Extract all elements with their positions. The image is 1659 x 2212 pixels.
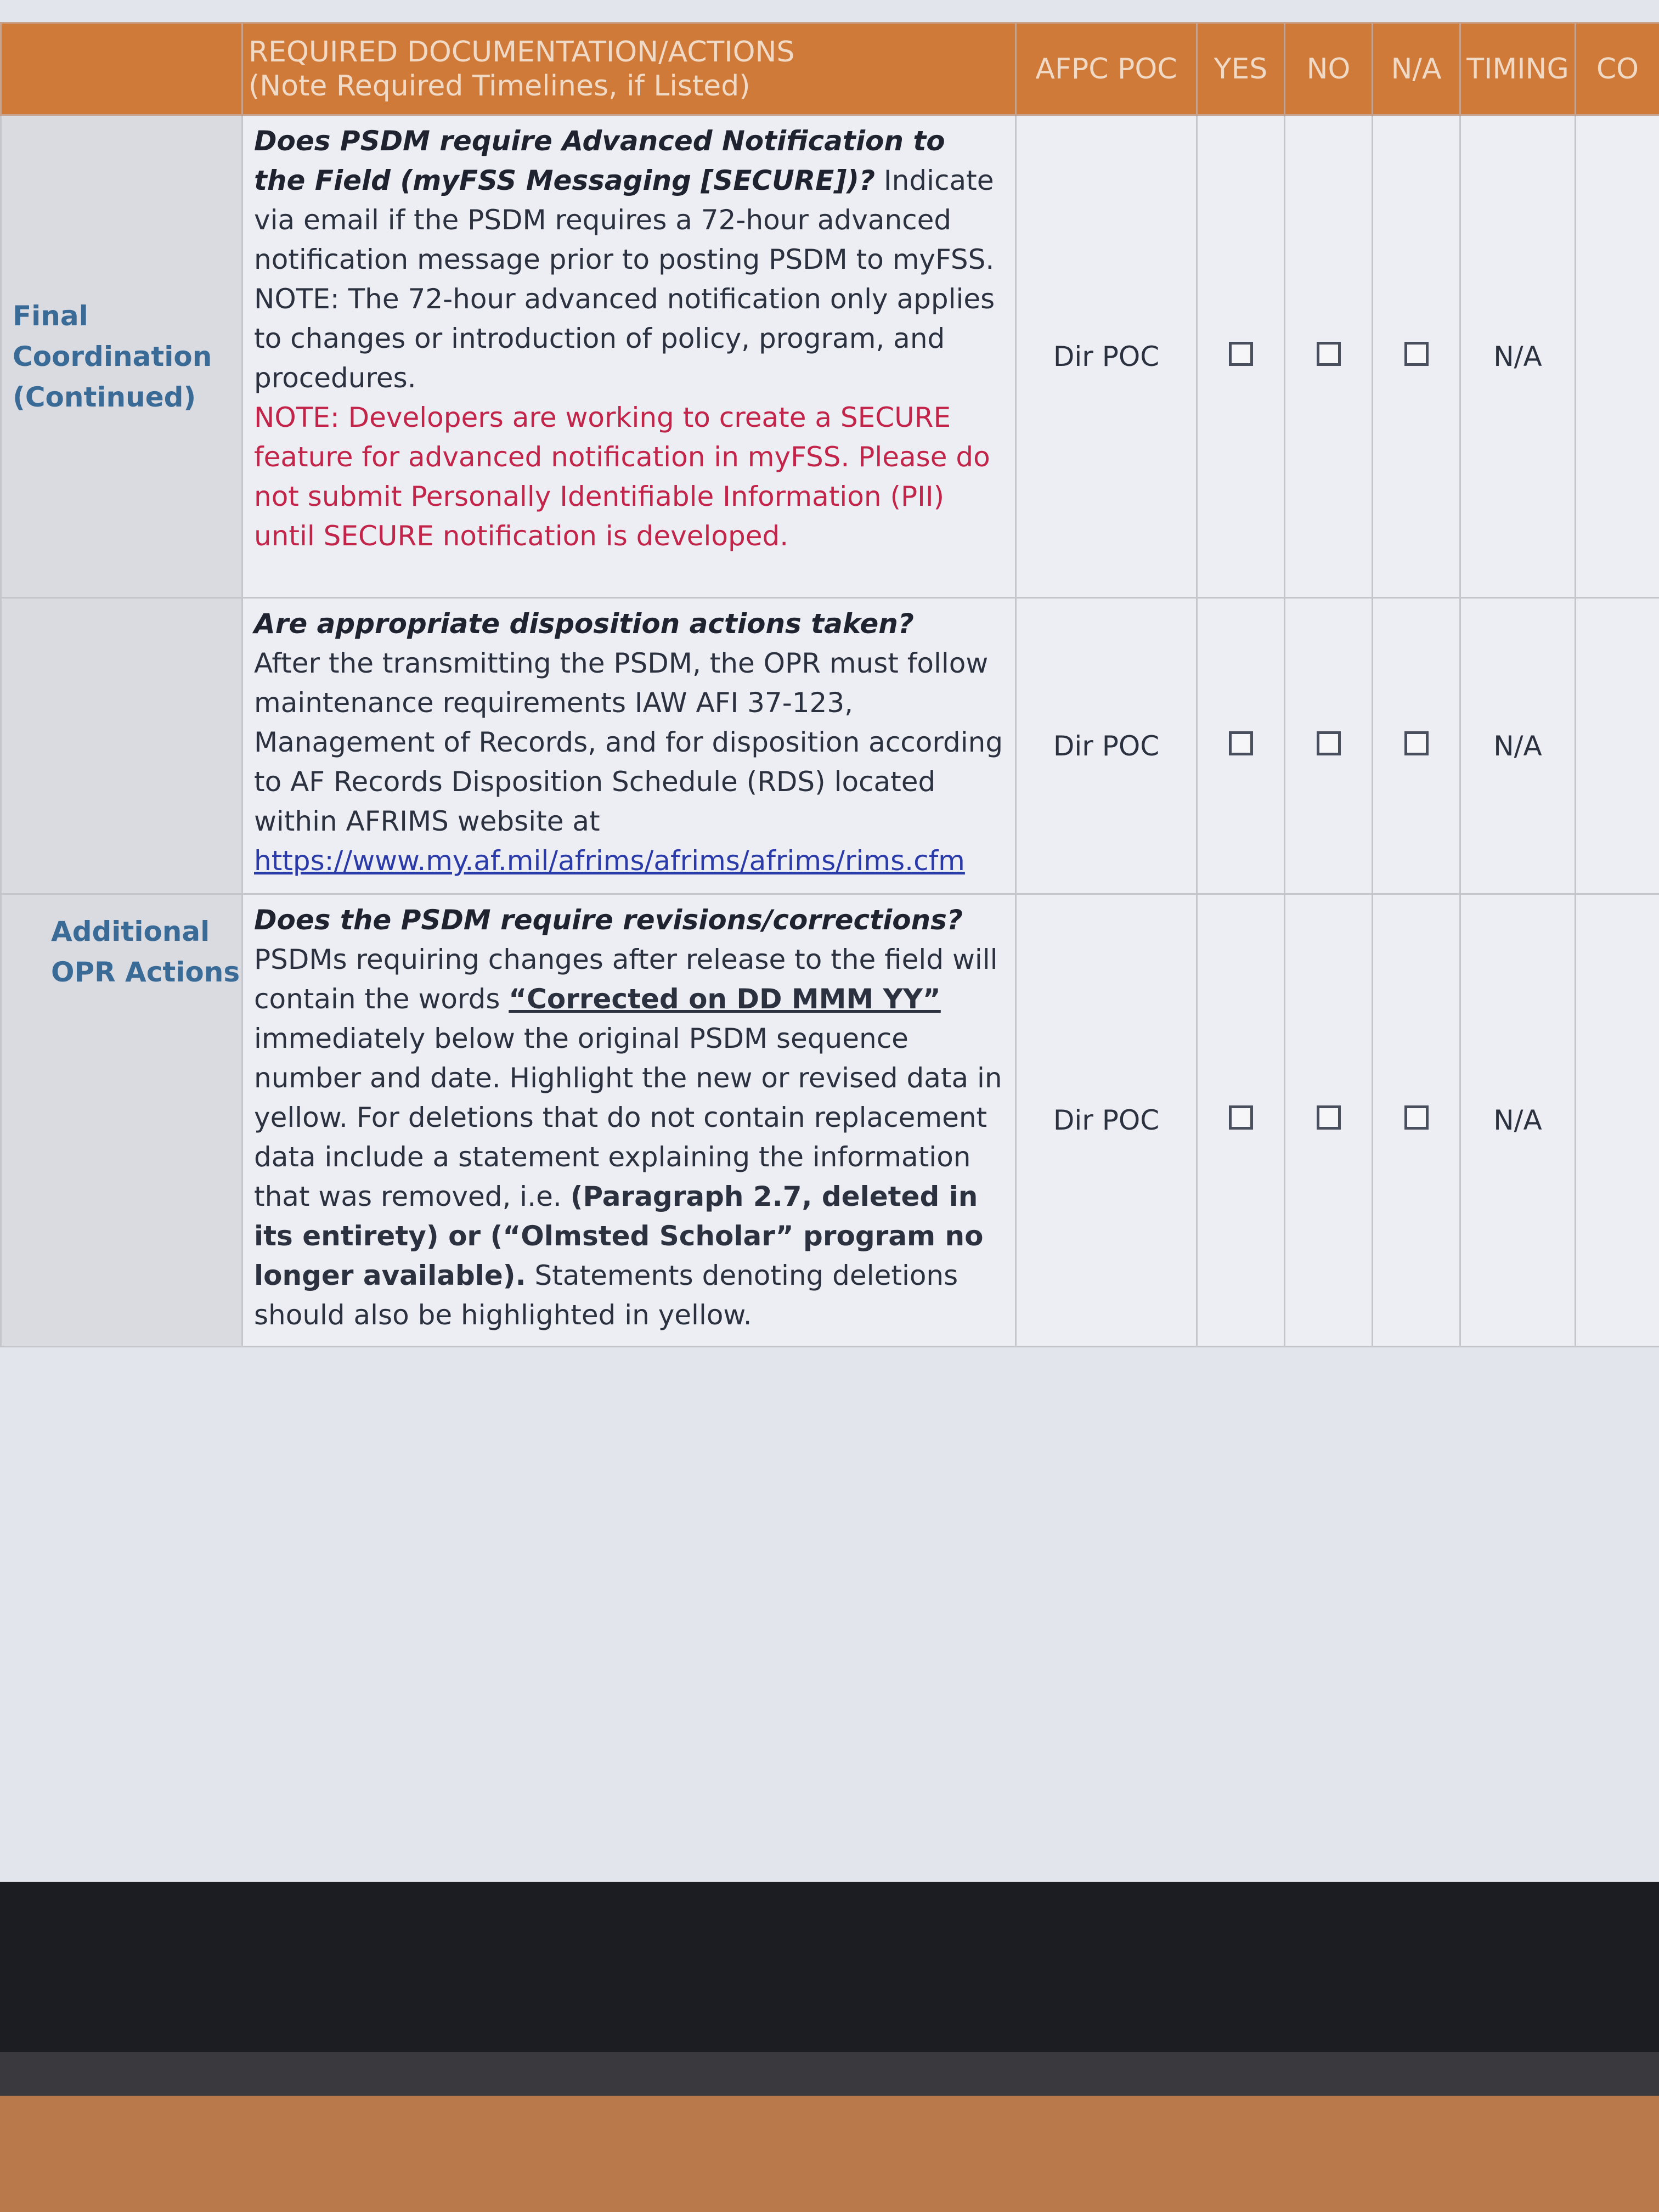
no-checkbox[interactable] [1317, 342, 1341, 366]
requirement-question: Are appropriate disposition actions taken? [254, 608, 914, 640]
section-label-additional-opr-actions: Additional OPR Actions [1, 894, 242, 1347]
table-row [1, 598, 1659, 894]
no-checkbox[interactable] [1317, 1105, 1341, 1130]
header-required-title: REQUIRED DOCUMENTATION/ACTIONS [249, 35, 795, 69]
timing-value: N/A [1460, 598, 1576, 894]
requirement-body-part-a: PSDMs requiring changes after release to the field will contain the words [254, 944, 998, 1015]
requirement-question: Does PSDM require Advanced Notification to the Field (myFSS Messaging [SECURE])? [254, 125, 945, 196]
section-label-final-coordination: Final Coordination (Continued) [1, 115, 242, 598]
requirement-body-part-b: immediately below the original PSDM sequence number and date. Highlight the new or revised data in yellow. For deletions that do not contain replacement data include a statement explaining the information that was removed, i.e. [254, 1023, 1002, 1212]
no-checkbox[interactable] [1317, 731, 1341, 755]
corrected-phrase: “Corrected on DD MMM YY” [509, 983, 941, 1015]
header-required-documentation [242, 23, 1016, 115]
no-cell [1285, 598, 1373, 894]
afpc-poc-value: Dir POC [1016, 894, 1197, 1347]
header-yes: YES [1197, 23, 1285, 115]
timing-value: N/A [1460, 115, 1576, 598]
requirement-cell [242, 598, 1016, 894]
deletion-example: (Paragraph 2.7, deleted in its entirety) or (“Olmsted Scholar” program no longer available). [254, 1181, 984, 1291]
monitor-bezel [0, 1882, 1659, 2052]
requirement-question: Does the PSDM require revisions/corrections? [254, 904, 963, 936]
timing-value: N/A [1460, 894, 1576, 1347]
table-row [1, 894, 1659, 1347]
yes-checkbox[interactable] [1229, 731, 1253, 755]
requirement-cell [242, 894, 1016, 1347]
na-checkbox[interactable] [1404, 731, 1429, 755]
header-na: N/A [1373, 23, 1460, 115]
header-section [1, 23, 242, 115]
na-checkbox[interactable] [1404, 342, 1429, 366]
na-cell [1373, 894, 1460, 1347]
na-cell [1373, 115, 1460, 598]
co-cell [1576, 115, 1659, 598]
no-cell [1285, 115, 1373, 598]
requirement-cell [242, 115, 1016, 598]
header-co: CO [1576, 23, 1659, 115]
yes-cell [1197, 598, 1285, 894]
co-cell [1576, 894, 1659, 1347]
afpc-poc-value: Dir POC [1016, 598, 1197, 894]
requirement-body: After the transmitting the PSDM, the OPR must follow maintenance requirements IAW AFI 37-123, Management of Records, and for disposition according to AF Records Disposition Schedule (RDS) located within AFRIMS website at [254, 647, 1003, 837]
na-cell [1373, 598, 1460, 894]
na-checkbox[interactable] [1404, 1105, 1429, 1130]
requirement-body-part-c: Statements denoting deletions should also be highlighted in yellow. [254, 1260, 958, 1331]
afrims-link[interactable]: https://www.my.af.mil/afrims/afrims/afrims/rims.cfm [254, 845, 965, 877]
yes-checkbox[interactable] [1229, 342, 1253, 366]
desk-surface [0, 2096, 1659, 2212]
header-timing: TIMING [1460, 23, 1576, 115]
requirement-note: NOTE: Developers are working to create a SECURE feature for advanced notification in myFSS. Please do not submit Personally Identifiable Information (PII) until SECURE notification is developed. [254, 402, 990, 552]
no-cell [1285, 894, 1373, 1347]
section-label-empty [1, 598, 242, 894]
co-cell [1576, 598, 1659, 894]
yes-checkbox[interactable] [1229, 1105, 1253, 1130]
yes-cell [1197, 894, 1285, 1347]
header-required-subtitle: (Note Required Timelines, if Listed) [249, 69, 751, 103]
monitor-stand [0, 2052, 1659, 2096]
table-header-row [1, 23, 1659, 115]
afpc-poc-value: Dir POC [1016, 115, 1197, 598]
coordination-checklist-table [0, 22, 1659, 1347]
header-afpc-poc: AFPC POC [1016, 23, 1197, 115]
requirement-body: Indicate via email if the PSDM requires a 72-hour advanced notification message prior to posting PSDM to myFSS. NOTE: The 72-hour advanced notification only applies to changes or introduction of policy, program, and procedures. [254, 165, 995, 394]
yes-cell [1197, 115, 1285, 598]
table-row [1, 115, 1659, 598]
header-no: NO [1285, 23, 1373, 115]
